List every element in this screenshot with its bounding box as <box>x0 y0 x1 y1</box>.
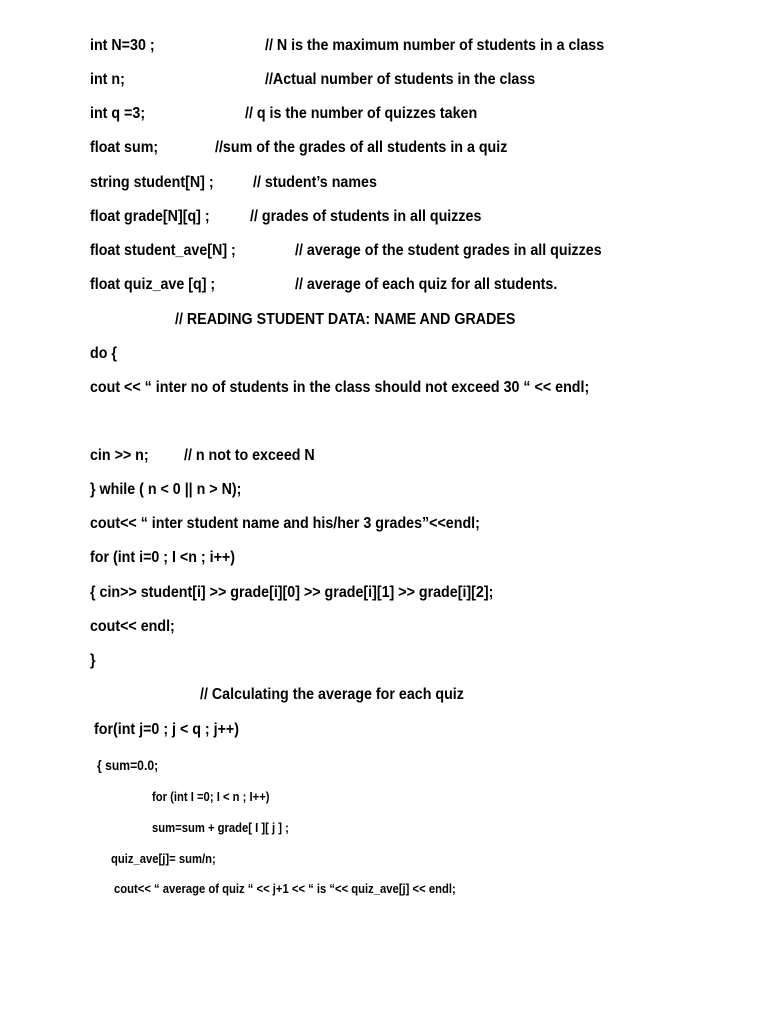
section-comment-quiz-average: // Calculating the average for each quiz <box>200 686 464 703</box>
code-line-for-j: for(int j=0 ; j < q ; j++) <box>94 721 240 738</box>
code-line-decl-grade: float grade[N][q] ; <box>90 208 210 225</box>
code-line-cin-n: cin >> n; <box>90 447 149 464</box>
code-line-decl-student-ave: float student_ave[N] ; <box>90 242 236 259</box>
comment-cin-n: // n not to exceed N <box>184 447 315 464</box>
code-line-cout-prompt-n: cout << “ inter no of students in the class should not exceed 30 “ << endl; <box>90 379 590 396</box>
code-line-decl-q: int q =3; <box>90 105 146 122</box>
code-line-decl-sum: float sum; <box>90 139 159 156</box>
comment-decl-q: // q is the number of quizzes taken <box>245 105 478 122</box>
section-comment-reading: // READING STUDENT DATA: NAME AND GRADES <box>175 311 516 328</box>
comment-decl-student-ave: // average of the student grades in all quizzes <box>295 242 602 259</box>
code-line-cout-quiz-ave: cout<< “ average of quiz “ << j+1 << “ is “<< quiz_ave[j] << endl; <box>114 882 456 896</box>
code-line-sum-accum: sum=sum + grade[ I ][ j ] ; <box>152 821 289 835</box>
code-line-decl-quiz-ave: float quiz_ave [q] ; <box>90 276 216 293</box>
code-line-decl-n: int n; <box>90 71 125 88</box>
comment-decl-n: //Actual number of students in the class <box>265 71 536 88</box>
code-line-cin-student: { cin>> student[i] >> grade[i][0] >> grade[i][1] >> grade[i][2]; <box>90 584 494 601</box>
code-line-cout-prompt-student: cout<< “ inter student name and his/her 3 grades”<<endl; <box>90 515 480 532</box>
comment-decl-grade: // grades of students in all quizzes <box>250 208 482 225</box>
code-line-sum-init: { sum=0.0; <box>97 758 159 773</box>
code-line-decl-N: int N=30 ; <box>90 37 155 54</box>
code-line-do-open: do { <box>90 345 117 362</box>
code-line-while: } while ( n < 0 || n > N); <box>90 481 242 498</box>
code-line-close-brace: } <box>90 652 96 669</box>
code-line-quiz-ave-assign: quiz_ave[j]= sum/n; <box>111 852 216 866</box>
comment-decl-N: // N is the maximum number of students in a class <box>265 37 605 54</box>
comment-decl-quiz-ave: // average of each quiz for all students. <box>295 276 558 293</box>
code-line-for-I: for (int I =0; I < n ; I++) <box>152 790 270 804</box>
code-line-for-i: for (int i=0 ; I <n ; i++) <box>90 549 236 566</box>
comment-decl-sum: //sum of the grades of all students in a quiz <box>215 139 508 156</box>
code-line-decl-student: string student[N] ; <box>90 174 214 191</box>
code-line-cout-endl: cout<< endl; <box>90 618 175 635</box>
comment-decl-student: // student’s names <box>253 174 377 191</box>
